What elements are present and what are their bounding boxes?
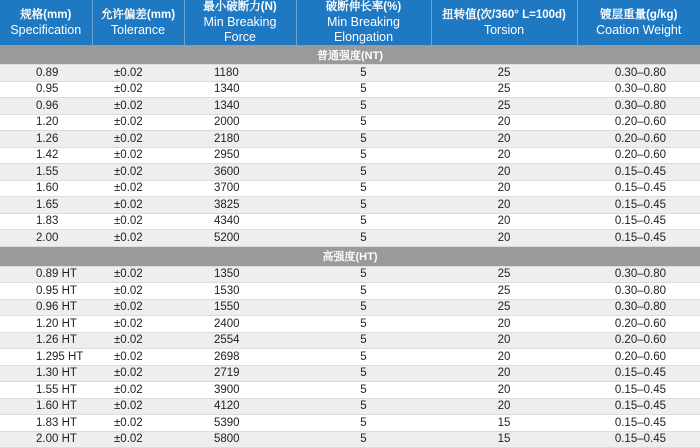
tolerance-cell: ±0.02 [92,65,184,82]
header-zh-label: 镀层重量(g/kg) [600,8,678,21]
table-row [0,98,700,115]
breaking-force-cell: 3600 [184,164,296,181]
breaking-force-cell: 2000 [184,114,296,131]
table-row [0,213,700,230]
table-row [0,131,700,148]
table-row [0,147,700,164]
elongation-cell: 5 [296,415,431,432]
table-row [0,197,700,214]
table-row [0,180,700,197]
table-row [0,230,700,247]
breaking-force-cell: 3825 [184,197,296,214]
elongation-cell: 5 [296,81,431,98]
breaking-force-cell: 1340 [184,98,296,115]
breaking-force-cell: 2719 [184,365,296,382]
torsion-cell: 25 [431,65,577,82]
specification-cell: 1.60 HT [0,398,92,415]
coating-weight-cell: 0.20–0.60 [577,349,700,366]
elongation-cell: 5 [296,283,431,300]
breaking-force-cell: 5390 [184,415,296,432]
header-row [0,0,700,45]
high-strength-section [0,246,700,448]
tolerance-cell: ±0.02 [92,213,184,230]
specification-cell: 1.20 [0,114,92,131]
breaking-force-cell: 2400 [184,316,296,333]
header-specification [0,0,92,45]
table-row [0,398,700,415]
elongation-cell: 5 [296,147,431,164]
tolerance-cell: ±0.02 [92,382,184,399]
torsion-cell: 25 [431,81,577,98]
breaking-force-cell: 2180 [184,131,296,148]
torsion-cell: 20 [431,316,577,333]
breaking-force-cell: 5200 [184,230,296,247]
torsion-cell: 15 [431,431,577,448]
coating-weight-cell: 0.15–0.45 [577,164,700,181]
elongation-cell: 5 [296,213,431,230]
specification-cell: 1.295 HT [0,349,92,366]
specification-cell: 1.65 [0,197,92,214]
torsion-cell: 25 [431,266,577,283]
specification-cell: 1.55 [0,164,92,181]
header-min-breaking-force [184,0,296,45]
breaking-force-cell: 1530 [184,283,296,300]
elongation-cell: 5 [296,230,431,247]
tolerance-cell: ±0.02 [92,316,184,333]
tolerance-cell: ±0.02 [92,180,184,197]
coating-weight-cell: 0.30–0.80 [577,98,700,115]
section-header-row [0,246,700,266]
table-row [0,316,700,333]
specification-cell: 1.83 [0,213,92,230]
elongation-cell: 5 [296,197,431,214]
specification-cell: 1.60 [0,180,92,197]
torsion-cell: 20 [431,114,577,131]
specification-cell: 0.96 HT [0,299,92,316]
section-title: 普通强度(NT) [0,45,700,65]
coating-weight-cell: 0.30–0.80 [577,81,700,98]
breaking-force-cell: 1180 [184,65,296,82]
coating-weight-cell: 0.15–0.45 [577,382,700,399]
torsion-cell: 20 [431,147,577,164]
header-zh-label: 规格(mm) [20,8,72,21]
tolerance-cell: ±0.02 [92,332,184,349]
tolerance-cell: ±0.02 [92,299,184,316]
torsion-cell: 20 [431,230,577,247]
tolerance-cell: ±0.02 [92,349,184,366]
elongation-cell: 5 [296,114,431,131]
elongation-cell: 5 [296,382,431,399]
coating-weight-cell: 0.20–0.60 [577,131,700,148]
tolerance-cell: ±0.02 [92,164,184,181]
torsion-cell: 20 [431,131,577,148]
specification-cell: 1.55 HT [0,382,92,399]
header-zh-label: 破断伸长率(%) [325,1,402,13]
elongation-cell: 5 [296,164,431,181]
elongation-cell: 5 [296,431,431,448]
tolerance-cell: ±0.02 [92,230,184,247]
tolerance-cell: ±0.02 [92,114,184,131]
table-header [0,0,700,45]
section-header-row [0,45,700,65]
breaking-force-cell: 2698 [184,349,296,366]
tolerance-cell: ±0.02 [92,197,184,214]
elongation-cell: 5 [296,180,431,197]
header-en-label: Tolerance [110,22,166,37]
header-en-label: Min Breaking Elongation [327,15,400,44]
elongation-cell: 5 [296,65,431,82]
torsion-cell: 20 [431,197,577,214]
tolerance-cell: ±0.02 [92,98,184,115]
breaking-force-cell: 4120 [184,398,296,415]
elongation-cell: 5 [296,316,431,333]
elongation-cell: 5 [296,332,431,349]
section-title: 高强度(HT) [0,246,700,266]
coating-weight-cell: 0.30–0.80 [577,299,700,316]
tolerance-cell: ±0.02 [92,365,184,382]
header-torsion [431,0,577,45]
elongation-cell: 5 [296,398,431,415]
elongation-cell: 5 [296,98,431,115]
coating-weight-cell: 0.15–0.45 [577,431,700,448]
torsion-cell: 20 [431,365,577,382]
breaking-force-cell: 5800 [184,431,296,448]
elongation-cell: 5 [296,365,431,382]
header-coating-weight [577,0,700,45]
table-row [0,65,700,82]
coating-weight-cell: 0.15–0.45 [577,180,700,197]
coating-weight-cell: 0.15–0.45 [577,415,700,432]
header-en-label: Coation Weight [596,22,682,37]
tolerance-cell: ±0.02 [92,415,184,432]
tolerance-cell: ±0.02 [92,147,184,164]
specification-cell: 1.20 HT [0,316,92,333]
torsion-cell: 20 [431,349,577,366]
torsion-cell: 25 [431,299,577,316]
tolerance-cell: ±0.02 [92,398,184,415]
breaking-force-cell: 1350 [184,266,296,283]
breaking-force-cell: 1340 [184,81,296,98]
table-row [0,332,700,349]
torsion-cell: 20 [431,180,577,197]
table-row [0,283,700,300]
torsion-cell: 25 [431,283,577,300]
header-min-breaking-elongation [296,0,431,45]
torsion-cell: 20 [431,332,577,349]
coating-weight-cell: 0.15–0.45 [577,398,700,415]
breaking-force-cell: 1550 [184,299,296,316]
table-row [0,382,700,399]
elongation-cell: 5 [296,299,431,316]
specification-cell: 0.96 [0,98,92,115]
specification-cell: 1.26 HT [0,332,92,349]
breaking-force-cell: 4340 [184,213,296,230]
coating-weight-cell: 0.15–0.45 [577,197,700,214]
specification-cell: 1.83 HT [0,415,92,432]
specification-cell: 0.95 [0,81,92,98]
coating-weight-cell: 0.15–0.45 [577,213,700,230]
torsion-cell: 20 [431,213,577,230]
tolerance-cell: ±0.02 [92,131,184,148]
coating-weight-cell: 0.20–0.60 [577,332,700,349]
tolerance-cell: ±0.02 [92,266,184,283]
coating-weight-cell: 0.30–0.80 [577,266,700,283]
torsion-cell: 25 [431,98,577,115]
elongation-cell: 5 [296,349,431,366]
table-row [0,299,700,316]
header-en-label: Torsion [483,22,525,37]
torsion-cell: 20 [431,398,577,415]
coating-weight-cell: 0.30–0.80 [577,65,700,82]
breaking-force-cell: 3700 [184,180,296,197]
elongation-cell: 5 [296,266,431,283]
specification-cell: 2.00 [0,230,92,247]
specification-cell: 1.42 [0,147,92,164]
table-row [0,114,700,131]
torsion-cell: 15 [431,415,577,432]
header-zh-label: 扭转值(次/360° L=100d) [442,8,566,21]
specification-cell: 0.95 HT [0,283,92,300]
normal-strength-section [0,45,700,246]
table-row [0,415,700,432]
specification-cell: 0.89 HT [0,266,92,283]
coating-weight-cell: 0.20–0.60 [577,147,700,164]
header-en-label: Min Breaking Force [203,15,277,44]
table-row [0,349,700,366]
coating-weight-cell: 0.20–0.60 [577,316,700,333]
table-row [0,266,700,283]
torsion-cell: 20 [431,164,577,181]
header-en-label: Specification [10,22,82,37]
specification-cell: 2.00 HT [0,431,92,448]
coating-weight-cell: 0.30–0.80 [577,283,700,300]
coating-weight-cell: 0.15–0.45 [577,365,700,382]
table-row [0,81,700,98]
specification-cell: 0.89 [0,65,92,82]
breaking-force-cell: 3900 [184,382,296,399]
header-zh-label: 允许偏差(mm) [100,8,176,21]
breaking-force-cell: 2950 [184,147,296,164]
table-row [0,365,700,382]
tolerance-cell: ±0.02 [92,283,184,300]
elongation-cell: 5 [296,131,431,148]
header-zh-label: 最小破断力(N) [203,1,277,13]
coating-weight-cell: 0.20–0.60 [577,114,700,131]
breaking-force-cell: 2554 [184,332,296,349]
tolerance-cell: ±0.02 [92,81,184,98]
torsion-cell: 20 [431,382,577,399]
coating-weight-cell: 0.15–0.45 [577,230,700,247]
specification-cell: 1.26 [0,131,92,148]
header-tolerance [92,0,184,45]
tolerance-cell: ±0.02 [92,431,184,448]
table-row [0,164,700,181]
specification-cell: 1.30 HT [0,365,92,382]
table-row [0,431,700,448]
